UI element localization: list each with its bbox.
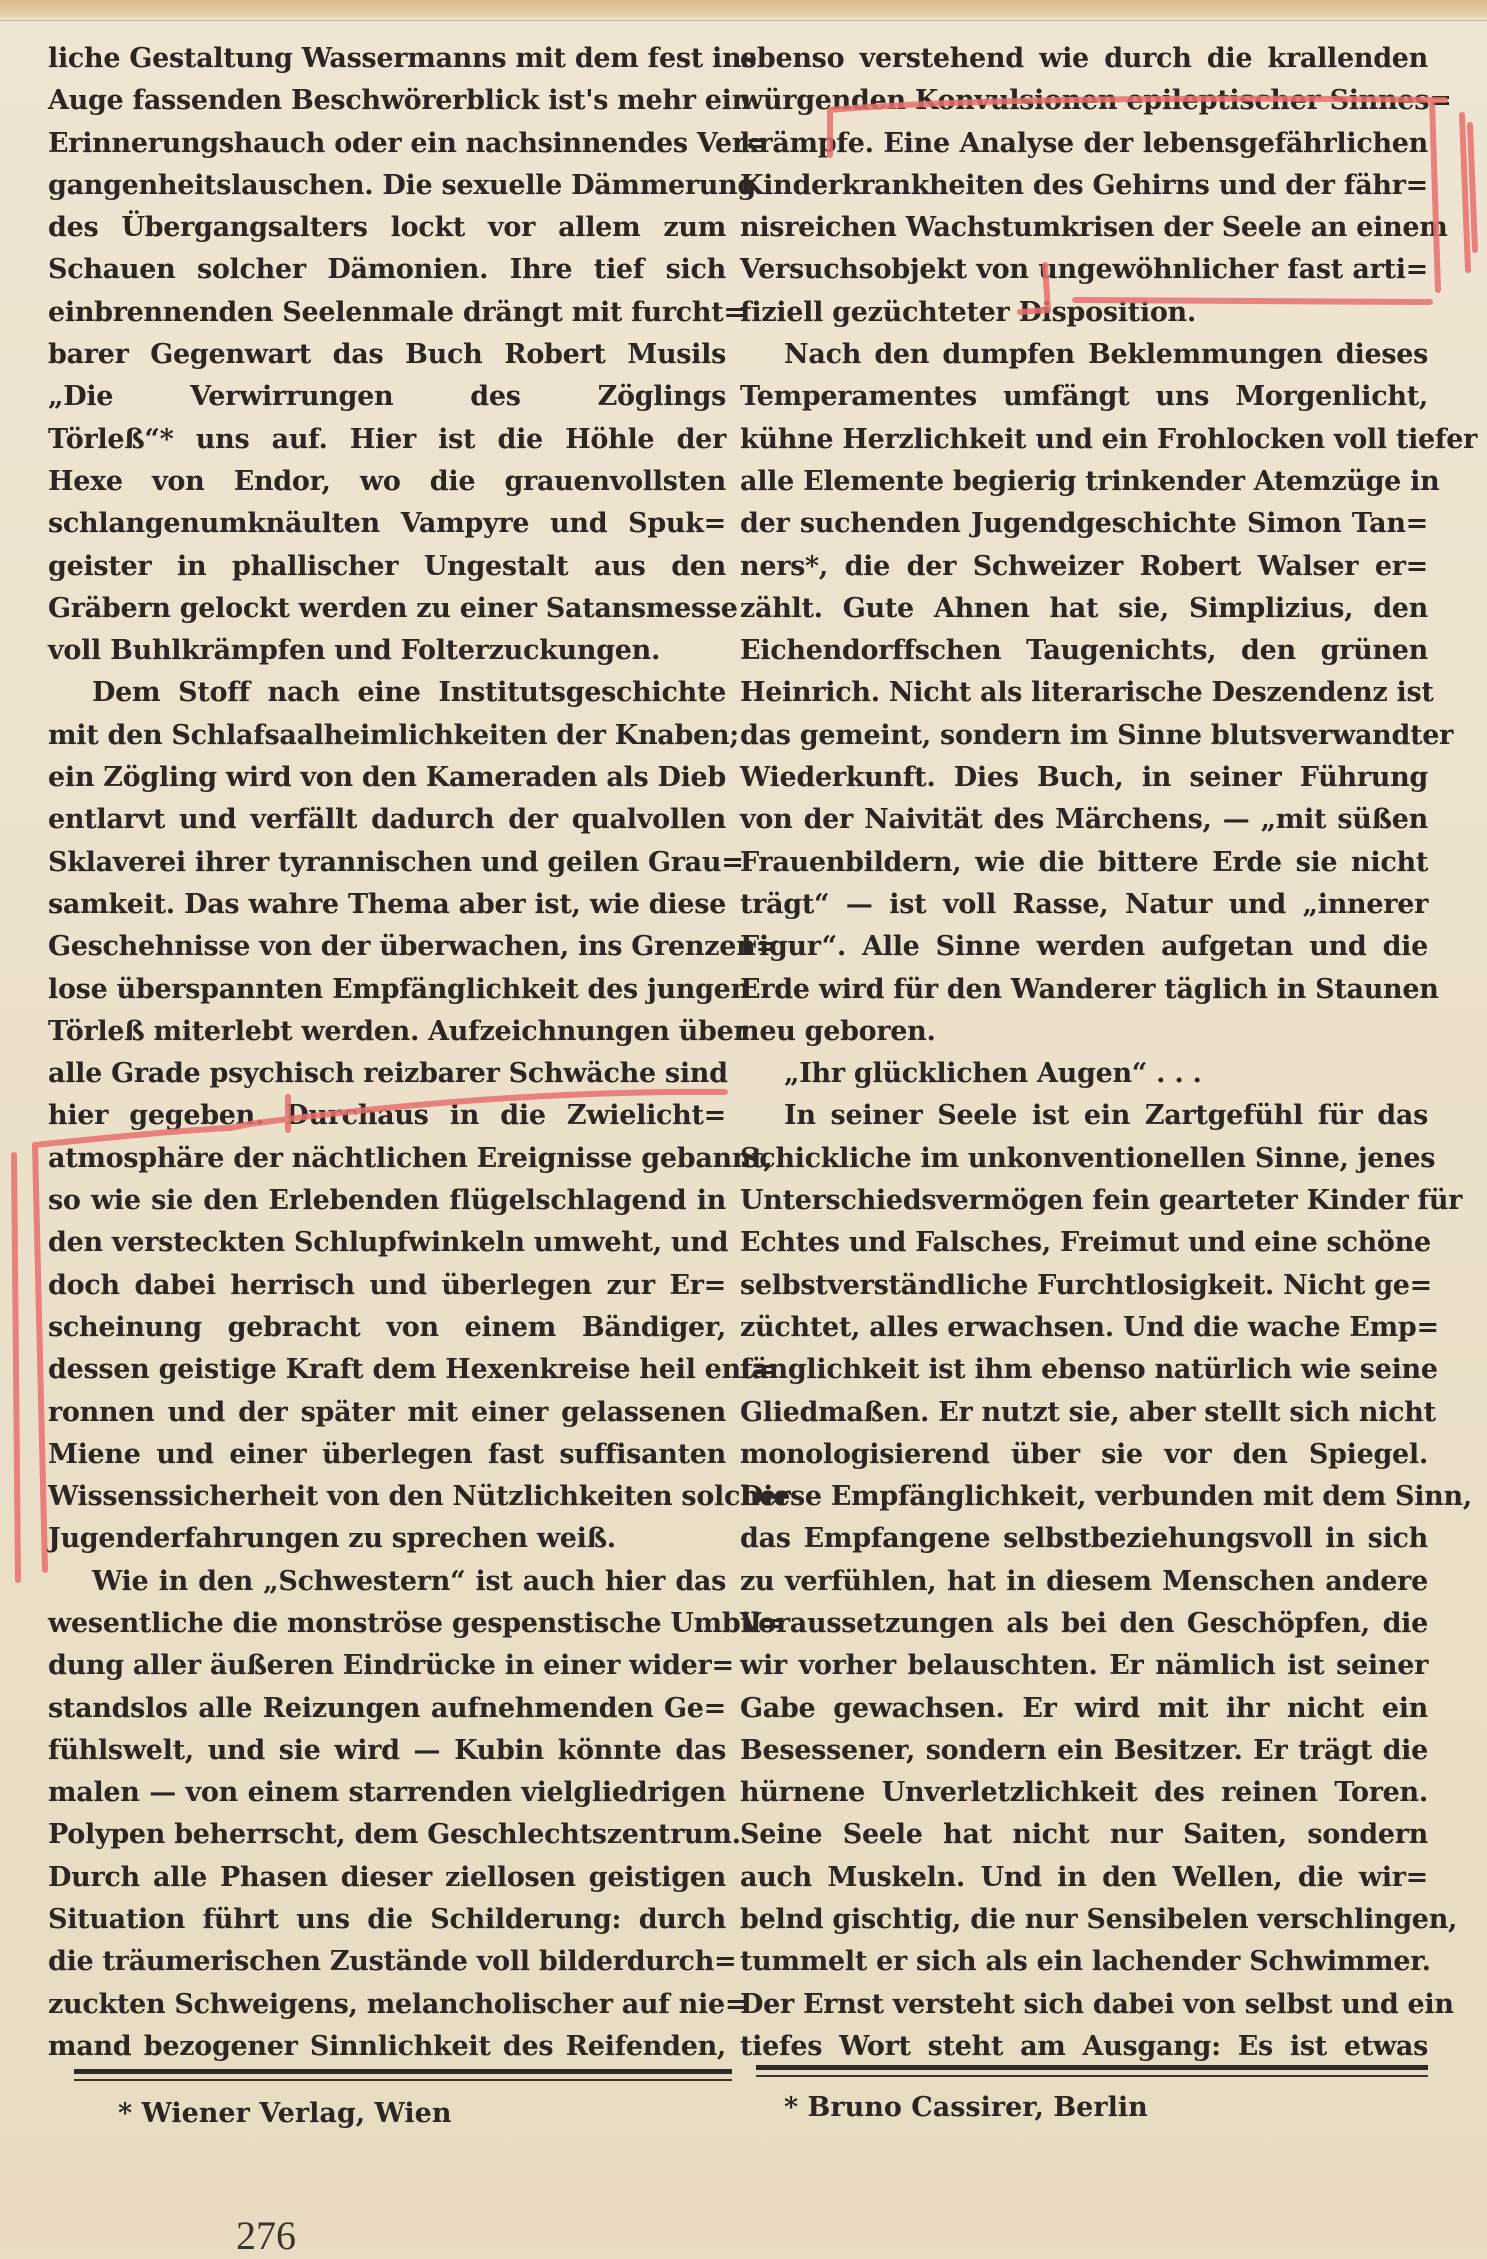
text-line: Durch alle Phasen dieser ziellosen geistigen <box>48 1861 726 1893</box>
text-line: hürnene Unverletzlichkeit des reinen Toren. <box>740 1777 1428 1809</box>
text-line: Miene und einer überlegen fast suffisanten <box>48 1438 726 1470</box>
text-line: schlangenumknäulten Vampyre und Spuk= <box>48 508 726 540</box>
text-line: Unterschiedsvermögen fein gearteter Kinder für <box>740 1185 1463 1217</box>
rule-thick <box>74 2069 732 2074</box>
text-line: Figur“. Alle Sinne werden aufgetan und die <box>740 931 1428 963</box>
text-line: mand bezogener Sinnlichkeit des Reifenden, <box>48 2030 726 2062</box>
right-column <box>740 38 1478 2068</box>
red-bracket-right <box>1432 100 1438 290</box>
text-line: wesentliche die monströse gespenstische Umbil= <box>48 1607 783 1639</box>
text-line: Kinderkrankheiten des Gehirns und der fähr= <box>740 169 1428 201</box>
rule-thin <box>74 2079 732 2081</box>
text-line: Schauen solcher Dämonien. Ihre tief sich <box>48 254 726 286</box>
page-number: 276 <box>236 2213 296 2258</box>
text-line: scheinung gebracht von einem Bändiger, <box>48 1311 726 1343</box>
footnote-right: * Bruno Cassirer, Berlin <box>784 2092 1148 2123</box>
text-line: selbstverständliche Furchtlosigkeit. Nicht ge= <box>740 1269 1432 1301</box>
text-line: trägt“ — ist voll Rasse, Natur und „innerer <box>740 888 1428 920</box>
text-line: würgenden Konvulsionen epileptischer Sinnes= <box>740 85 1452 117</box>
text-line: Jugenderfahrungen zu sprechen weiß. <box>48 1523 616 1555</box>
text-line: hier gegeben. Durchaus in die Zwielicht= <box>48 1100 726 1132</box>
text-line: Voraussetzungen als bei den Geschöpfen, die <box>740 1607 1428 1639</box>
text-line: Wiederkunft. Dies Buch, in seiner Führung <box>740 762 1428 794</box>
text-line: Temperamentes umfängt uns Morgenlicht, <box>740 381 1428 413</box>
text-line: lose überspannten Empfänglichkeit des jungen <box>48 973 750 1005</box>
text-line: doch dabei herrisch und überlegen zur Er= <box>48 1269 726 1301</box>
text-line: auch Muskeln. Und in den Wellen, die wir= <box>740 1861 1428 1893</box>
text-line: Wissenssicherheit von den Nützlichkeiten solcher <box>48 1481 791 1513</box>
text-line: züchtet, alles erwachsen. Und die wache Emp= <box>740 1311 1439 1343</box>
text-line: Törleß“* uns auf. Hier ist die Höhle der <box>48 423 726 455</box>
rule-thin <box>756 2075 1428 2077</box>
text-line: krämpfe. Eine Analyse der lebensgefährlichen <box>740 127 1428 159</box>
text-line: Gliedmaßen. Er nutzt sie, aber stellt sich nicht <box>740 1396 1436 1428</box>
page-top-edge <box>0 0 1487 21</box>
red-bracket-left-vertical <box>35 1145 45 1570</box>
text-line: kühne Herzlichkeit und ein Frohlocken voll tiefer <box>740 423 1478 455</box>
text-line: fühlswelt, und sie wird — Kubin könnte das <box>48 1734 726 1766</box>
text-line: samkeit. Das wahre Thema aber ist, wie diese <box>48 888 726 920</box>
text-line: Nach den dumpfen Beklemmungen dieses <box>784 339 1428 371</box>
text-line: ebenso verstehend wie durch die krallenden <box>740 43 1428 74</box>
text-line: monologisierend über sie vor den Spiegel. <box>740 1438 1428 1470</box>
text-line: Erde wird für den Wanderer täglich in Staunen <box>740 973 1439 1005</box>
text-line: Sklaverei ihrer tyrannischen und geilen Grau= <box>48 846 744 878</box>
text-line: Situation führt uns die Schilderung: durch <box>48 1904 726 1936</box>
text-line: Frauenbildern, wie die bittere Erde sie nicht <box>740 846 1428 878</box>
text-line: Törleß miterlebt werden. Aufzeichnungen über <box>48 1015 748 1047</box>
red-side-mark-left <box>14 1155 18 1580</box>
text-line: ein Zögling wird von den Kameraden als Dieb <box>48 762 726 794</box>
text-line: fiziell gezüchteter Disposition. <box>740 296 1196 328</box>
text-line: Auge fassenden Beschwörerblick ist's mehr ein <box>48 85 751 117</box>
text-line: standslos alle Reizungen aufnehmenden Ge= <box>48 1692 726 1724</box>
text-line: Polypen beherrscht, dem Geschlechtszentrum. <box>48 1819 741 1851</box>
text-line: dung aller äußeren Eindrücke in einer wider= <box>48 1650 734 1682</box>
left-column <box>48 38 791 2068</box>
text-line: gangenheitslauschen. Die sexuelle Dämmerung <box>48 169 757 201</box>
text-line: voll Buhlkrämpfen und Folterzuckungen. <box>48 635 661 667</box>
text-line: Versuchsobjekt von ungewöhnlicher fast arti= <box>740 254 1428 286</box>
text-line: ronnen und der später mit einer gelassenen <box>48 1396 726 1428</box>
text-line: mit den Schlafsaalheimlichkeiten der Knaben; <box>48 719 739 751</box>
text-line: der suchenden Jugendgeschichte Simon Tan= <box>740 508 1428 540</box>
text-line: einbrennenden Seelenmale drängt mit furcht= <box>48 296 746 328</box>
text-line: zu verfühlen, hat in diesem Menschen andere <box>740 1565 1428 1597</box>
text-line: von der Naivität des Märchens, — „mit süßen <box>740 804 1428 836</box>
text-line: „Die Verwirrungen des Zöglings <box>48 381 726 413</box>
text-line: „Ihr glücklichen Augen“ . . . <box>784 1058 1202 1090</box>
text-line: den versteckten Schlupfwinkeln umweht, und <box>48 1227 729 1259</box>
text-line: Gräbern gelockt werden zu einer Satansmesse <box>48 592 738 624</box>
text-line: Echtes und Falsches, Freimut und eine schöne <box>740 1227 1431 1259</box>
text-line: Seine Seele hat nicht nur Saiten, sondern <box>740 1819 1428 1851</box>
text-line: Gabe gewachsen. Er wird mit ihr nicht ein <box>740 1692 1428 1724</box>
text-line: so wie sie den Erlebenden flügelschlagend in <box>48 1185 726 1217</box>
text-line: die träumerischen Zustände voll bilderdurch= <box>48 1946 737 1978</box>
right-column-footnote-rule <box>756 2065 1428 2077</box>
red-side-mark <box>1462 115 1468 270</box>
text-line: Heinrich. Nicht als literarische Deszendenz ist <box>740 677 1434 709</box>
text-line: Diese Empfänglichkeit, verbunden mit dem Sinn, <box>740 1481 1472 1513</box>
text-line: tummelt er sich als ein lachender Schwimmer. <box>740 1946 1431 1978</box>
text-line: Schickliche im unkonventionellen Sinne, jenes <box>740 1142 1436 1174</box>
text-line: Eichendorffschen Taugenichts, den grünen <box>740 635 1428 667</box>
text-line: dessen geistige Kraft dem Hexenkreise heil ent= <box>48 1354 776 1386</box>
footnote-left: * Wiener Verlag, Wien <box>118 2098 452 2129</box>
text-line: neu geboren. <box>740 1015 936 1047</box>
rule-thick <box>756 2065 1428 2070</box>
text-line: atmosphäre der nächtlichen Ereignisse gebannt, <box>48 1142 773 1174</box>
text-line: des Übergangsalters lockt vor allem zum <box>48 212 726 244</box>
text-line: entlarvt und verfällt dadurch der qualvollen <box>48 804 726 836</box>
text-line: Besessener, sondern ein Besitzer. Er trägt die <box>740 1734 1428 1766</box>
text-line: wir vorher belauschten. Er nämlich ist seiner <box>740 1650 1428 1682</box>
text-line: das Empfangene selbstbeziehungsvoll in sich <box>740 1523 1428 1555</box>
text-line: Der Ernst versteht sich dabei von selbst und ein <box>740 1988 1454 2020</box>
red-side-mark-2 <box>1470 125 1475 250</box>
text-line: tiefes Wort steht am Ausgang: Es ist etwas <box>740 2030 1428 2062</box>
text-line: nisreichen Wachstumkrisen der Seele an einem <box>740 212 1448 244</box>
text-line: Erinnerungshauch oder ein nachsinnendes Ver= <box>48 127 769 159</box>
text-line: malen — von einem starrenden vielgliedrigen <box>48 1777 726 1809</box>
text-line: barer Gegenwart das Buch Robert Musils <box>48 339 726 371</box>
text-line: zuckten Schweigens, melancholischer auf nie= <box>48 1988 748 2020</box>
text-line: das gemeint, sondern im Sinne blutsverwandter <box>740 719 1454 751</box>
text-line: fänglichkeit ist ihm ebenso natürlich wie seine <box>740 1354 1438 1386</box>
text-line: geister in phallischer Ungestalt aus den <box>48 550 726 582</box>
text-line: alle Elemente begierig trinkender Atemzüge in <box>740 465 1440 497</box>
text-line: belnd gischtig, die nur Sensibelen verschlingen, <box>740 1904 1458 1936</box>
text-line: liche Gestaltung Wassermanns mit dem fest ins <box>48 43 757 74</box>
text-line: Dem Stoff nach eine Institutsgeschichte <box>92 677 726 709</box>
text-line: Geschehnisse von der überwachen, ins Grenzen= <box>48 931 778 963</box>
text-line: In seiner Seele ist ein Zartgefühl für das <box>784 1100 1428 1132</box>
text-line: Wie in den „Schwestern“ ist auch hier das <box>92 1565 726 1597</box>
text-line: alle Grade psychisch reizbarer Schwäche sind <box>48 1058 728 1090</box>
text-line: ners*, die der Schweizer Robert Walser er= <box>740 550 1428 582</box>
text-line: zählt. Gute Ahnen hat sie, Simplizius, den <box>740 592 1428 624</box>
text-line: Hexe von Endor, wo die grauenvollsten <box>48 465 726 497</box>
left-column-footnote-rule <box>74 2069 732 2081</box>
